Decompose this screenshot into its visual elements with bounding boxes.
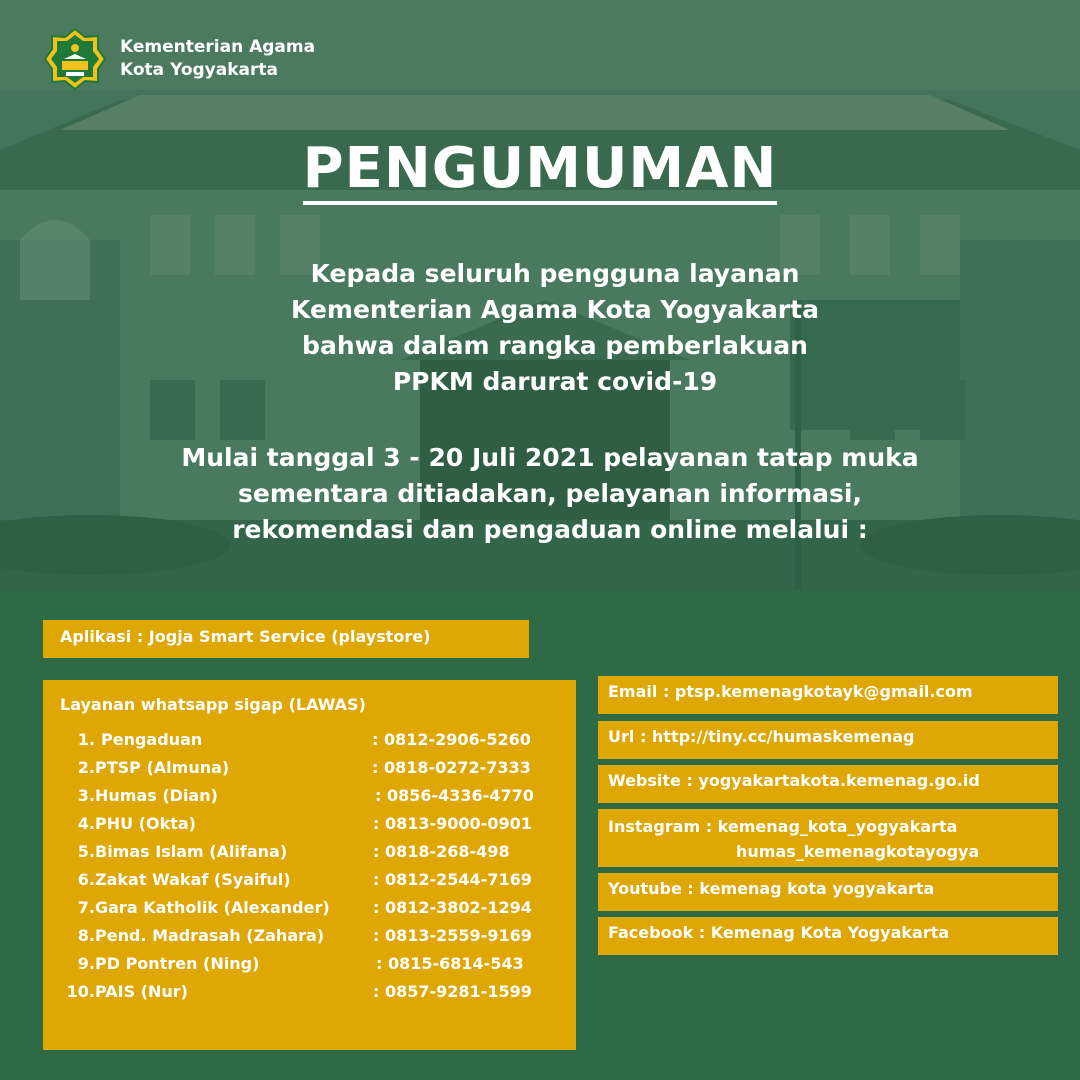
whatsapp-service-box <box>43 680 576 1050</box>
item-number: 3. <box>77 786 95 805</box>
org-header <box>44 28 315 90</box>
url-box <box>598 721 1058 759</box>
youtube-text: Youtube : kemenag kota yogyakarta <box>608 879 935 898</box>
facebook-box <box>598 917 1058 955</box>
item-number: 8. <box>77 926 95 945</box>
item-number: 1. <box>77 730 95 749</box>
url-text: Url : http://tiny.cc/humaskemenag <box>608 727 915 746</box>
item-number: 10. <box>66 982 95 1001</box>
title-text: PENGUMUMAN <box>303 136 778 205</box>
instagram-line1: Instagram : kemenag_kota_yogyakarta <box>608 817 958 836</box>
item-phone: : 0856-4336-4770 <box>375 786 534 805</box>
instagram-line2: humas_kemenagkotayogya <box>736 842 980 861</box>
item-number: 4. <box>77 814 95 833</box>
item-phone: : 0818-268-498 <box>373 842 510 861</box>
instagram-box <box>598 809 1058 867</box>
item-name: PD Pontren (Ning) <box>95 954 260 973</box>
facebook-text: Facebook : Kemenag Kota Yogyakarta <box>608 923 950 942</box>
item-phone: : 0818-0272-7333 <box>372 758 531 777</box>
intro-paragraph <box>0 256 1080 400</box>
item-phone: : 0813-9000-0901 <box>373 814 532 833</box>
item-phone: : 0812-2906-5260 <box>372 730 531 749</box>
item-name: Pengaduan <box>101 730 203 749</box>
item-phone: : 0857-9281-1599 <box>373 982 532 1001</box>
item-phone: : 0813-2559-9169 <box>373 926 532 945</box>
item-name: Humas (Dian) <box>95 786 218 805</box>
page-title <box>0 136 1080 202</box>
org-name-line1: Kementerian Agama <box>120 37 316 57</box>
notice-paragraph <box>0 440 1080 548</box>
notice-line: rekomendasi dan pengaduan online melalui : <box>232 515 868 544</box>
website-box <box>598 765 1058 803</box>
whatsapp-title: Layanan whatsapp sigap (LAWAS) <box>60 695 366 714</box>
item-name: Gara Katholik (Alexander) <box>95 898 330 917</box>
item-number: 6. <box>77 870 95 889</box>
kemenag-emblem-icon <box>44 28 106 90</box>
org-name-line2: Kota Yogyakarta <box>120 60 278 80</box>
item-name: Zakat Wakaf (Syaiful) <box>95 870 291 889</box>
item-name: Pend. Madrasah (Zahara) <box>95 926 325 945</box>
item-name: PTSP (Almuna) <box>95 758 230 777</box>
email-box <box>598 676 1058 714</box>
intro-line: Kementerian Agama Kota Yogyakarta <box>291 295 819 324</box>
notice-line: sementara ditiadakan, pelayanan informasi, <box>238 479 862 508</box>
item-number: 2. <box>77 758 95 777</box>
email-text: Email : ptsp.kemenagkotayk@gmail.com <box>608 682 973 701</box>
item-phone: : 0815-6814-543 <box>376 954 524 973</box>
item-name: PAIS (Nur) <box>95 982 188 1001</box>
notice-line: Mulai tanggal 3 - 20 Juli 2021 pelayanan tatap muka <box>181 443 919 472</box>
item-number: 5. <box>77 842 95 861</box>
item-phone: : 0812-2544-7169 <box>373 870 532 889</box>
website-text: Website : yogyakartakota.kemenag.go.id <box>608 771 980 790</box>
item-phone: : 0812-3802-1294 <box>373 898 532 917</box>
app-info-text: Aplikasi : Jogja Smart Service (playstore) <box>60 627 431 646</box>
item-number: 7. <box>77 898 95 917</box>
item-name: Bimas Islam (Alifana) <box>95 842 288 861</box>
intro-line: Kepada seluruh pengguna layanan <box>310 259 800 288</box>
intro-line: PPKM darurat covid-19 <box>392 367 718 396</box>
item-name: PHU (Okta) <box>95 814 196 833</box>
app-info-box <box>43 620 529 658</box>
youtube-box <box>598 873 1058 911</box>
intro-line: bahwa dalam rangka pemberlakuan <box>302 331 808 360</box>
item-number: 9. <box>77 954 95 973</box>
